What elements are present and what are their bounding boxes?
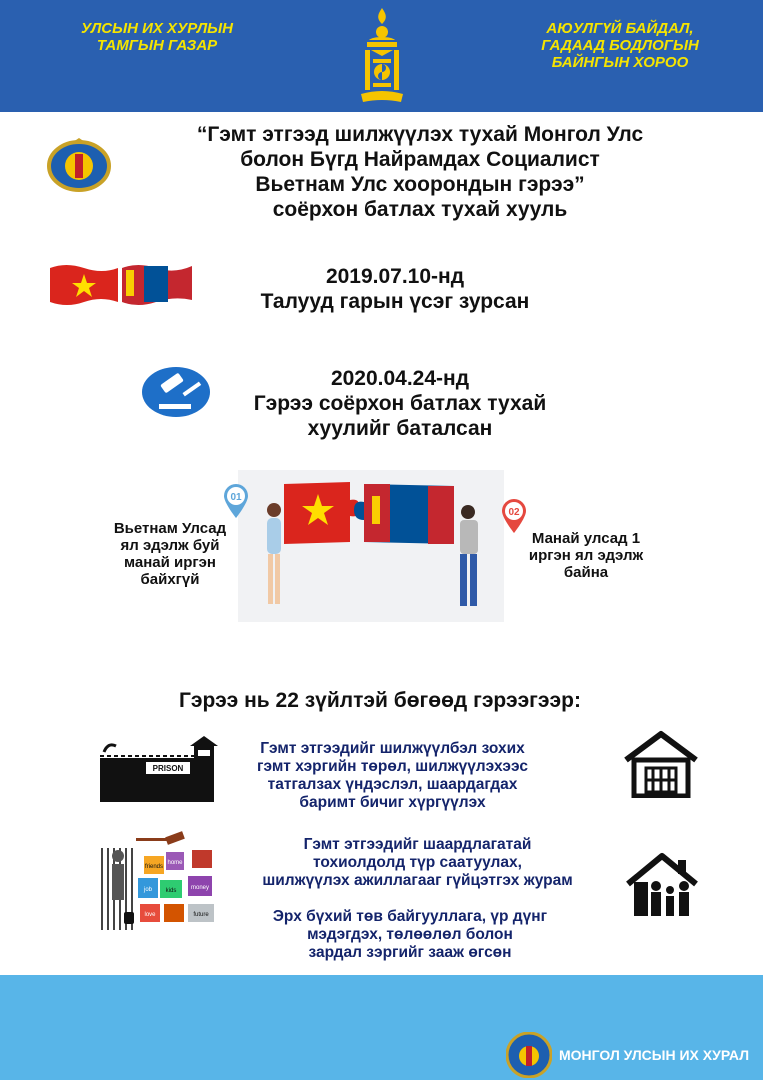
- pin-label-02: 02: [508, 507, 520, 518]
- house-bars-icon: [622, 730, 700, 798]
- header-banner: [0, 0, 763, 112]
- flags-icon: [46, 258, 196, 310]
- puzzle-prisoner-icon: [96, 826, 226, 936]
- prison-sign: PRISON: [152, 764, 184, 773]
- family-house-icon: [622, 850, 702, 920]
- pin-marker-icon: [500, 498, 528, 534]
- puzzle-word: job: [143, 887, 153, 893]
- header-right-org: АЮУЛГҮЙ БАЙДАЛ, ГАДААД БОДЛОГЫН БАЙНГЫН ХОРОО: [541, 20, 699, 71]
- treaty-item-authority: Эрх бүхий төв байгууллага, үр дүнг мэдэгдэх, төлөөлөл болон зардал зэргийг зааж өгсөн: [272, 908, 548, 961]
- pin-marker-icon: [222, 483, 250, 519]
- soyombo-icon: [355, 6, 409, 106]
- puzzle-word: friends: [144, 864, 164, 870]
- puzzle-illustration: [238, 470, 504, 622]
- milestone-ratified: 2020.04.24-нд Гэрээ соёрхон батлах тухай хуулийг баталсан: [253, 367, 547, 440]
- treaty-item-detention: Гэмт этгээдийг шаардлагатай тохиолдолд түр саатуулах, шилжүүлэх ажиллагааг гүйцэтгэх журам: [262, 836, 573, 889]
- puzzle-word: home: [167, 860, 183, 866]
- vietnam-prisoners-text: Вьетнам Улсад ял эдэлж буй манай иргэн байхгүй: [113, 520, 227, 588]
- treaty-summary-heading: Гэрээ нь 22 зүйлтэй бөгөөд гэрээгээр:: [179, 689, 581, 712]
- state-emblem-icon: [44, 136, 114, 192]
- parliament-emblem-icon: [506, 1032, 552, 1078]
- mongolia-prisoners-text: Манай улсад 1 иргэн ял эдэлж байна: [528, 530, 644, 581]
- puzzle-word: future: [193, 912, 209, 918]
- footer-title: МОНГОЛ УЛСЫН ИХ ХУРАЛ: [559, 1047, 750, 1063]
- milestone-signed: 2019.07.10-нд Талууд гарын үсэг зурсан: [260, 265, 530, 313]
- pin-label-01: 01: [230, 492, 242, 503]
- puzzle-word: love: [144, 912, 156, 918]
- footer-band: [0, 975, 763, 1080]
- puzzle-word: kids: [165, 888, 177, 894]
- gavel-icon: [141, 366, 211, 418]
- law-title: “Гэмт этгээд шилжүүлэх тухай Монгол Улс болон Бүгд Найрамдах Социалист Вьетнам Улс хоорондын гэрээ” соёрхон батлах тухай хууль: [196, 123, 644, 221]
- puzzle-word: money: [190, 885, 210, 891]
- treaty-item-extradition: Гэмт этгээдийг шилжүүлбэл зохих гэмт хэргийн төрөл, шилжүүлэхээс татгалзах үндэслэл, шаардагдах баримт бичиг хүргүүлэх: [257, 740, 528, 811]
- prison-icon: [96, 732, 226, 804]
- header-left-org: УЛСЫН ИХ ХУРЛЫН ТАМГЫН ГАЗАР: [81, 20, 233, 54]
